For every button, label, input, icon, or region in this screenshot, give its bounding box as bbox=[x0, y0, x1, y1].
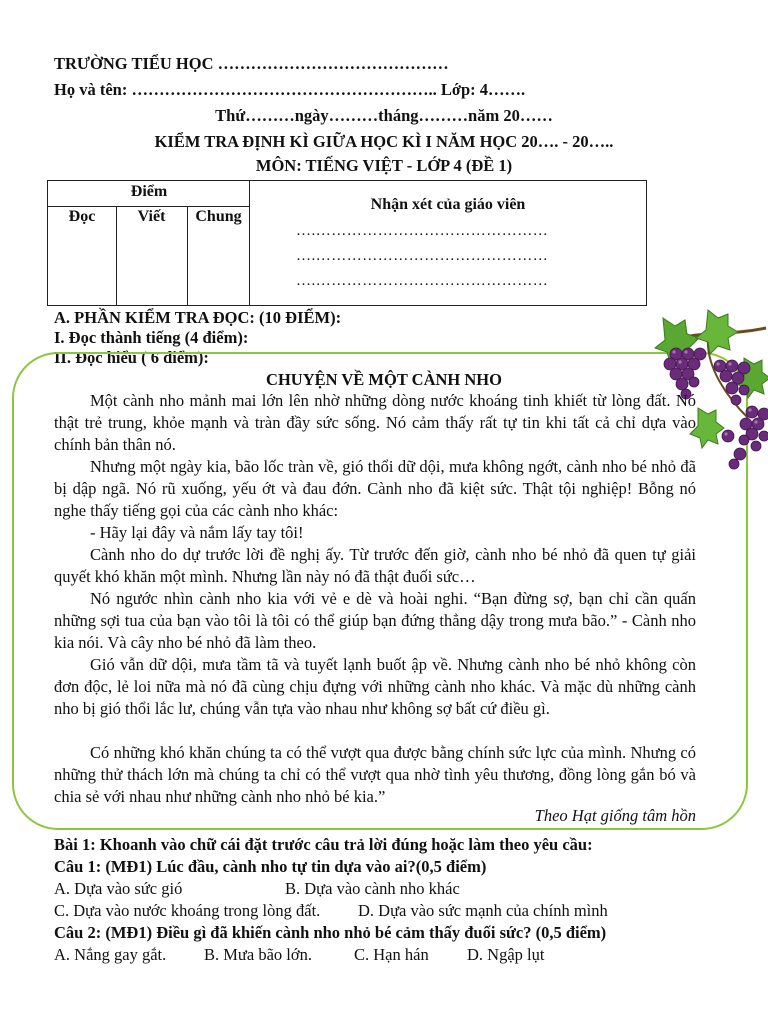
column-read: Đọc bbox=[68, 208, 96, 225]
story-paragraph: Gió vẫn dữ dội, mưa tầm tã và tuyết lạnh buốt ập về. Nhưng cành nho bé nhỏ không còn đơn độc, lẻ loi nữa mà nó đã cùng chịu đựng với những cành nho khác. Và mặc dù những cành nho bị gió thổi lắc lư, chúng vẫn tựa vào nhau như không sợ bất cứ điều gì. bbox=[54, 655, 696, 718]
exam-title: KIỂM TRA ĐỊNH KÌ GIỮA HỌC KÌ I NĂM HỌC 20…. - 20….. bbox=[154, 132, 614, 151]
column-total: Chung bbox=[195, 208, 242, 225]
story-paragraph: Cành nho do dự trước lời đề nghị ấy. Từ trước đến giờ, cành nho bé nhỏ đã quen tự giải quyết khó khăn một mình. Nhưng lần này nó đã thật đuối sức… bbox=[54, 545, 696, 586]
question-2-option-d[interactable]: D. Ngập lụt bbox=[467, 945, 545, 964]
school-name-line: TRƯỜNG TIỂU HỌC …………………………………… bbox=[54, 54, 449, 73]
column-write: Viết bbox=[137, 208, 166, 225]
comment-line: ….……………………………………… bbox=[296, 248, 549, 264]
question-1: Câu 1: (MĐ1) Lúc đầu, cành nho tự tin dựa vào ai?(0,5 điểm) bbox=[54, 857, 487, 876]
story-paragraph: Nó ngước nhìn cành nho kia với vẻ e dè và hoài nghi. “Bạn đừng sợ, bạn chỉ cần quấn những sợi tua của bạn vào tôi là tôi có thể giúp bạn đứng thẳng dậy trong mưa bão.” - Cành nho kia nói. Và cây nho bé nhỏ đã làm theo. bbox=[54, 589, 696, 652]
score-label: Điểm bbox=[130, 183, 168, 200]
question-1-option-d[interactable]: D. Dựa vào sức mạnh của chính mình bbox=[358, 901, 608, 920]
question-2-option-c[interactable]: C. Hạn hán bbox=[354, 945, 429, 964]
story-title: CHUYỆN VỀ MỘT CÀNH NHO bbox=[266, 370, 502, 389]
score-header-divider bbox=[48, 206, 250, 207]
question-1-option-c[interactable]: C. Dựa vào nước khoáng trong lòng đất. bbox=[54, 901, 321, 920]
subject-title: MÔN: TIẾNG VIỆT - LỚP 4 (ĐỀ 1) bbox=[255, 156, 513, 175]
question-1-option-a[interactable]: A. Dựa vào sức gió bbox=[54, 879, 183, 898]
question-2-option-a[interactable]: A. Nắng gay gắt. bbox=[54, 945, 167, 964]
score-table bbox=[47, 180, 647, 306]
section-reading-aloud: I. Đọc thành tiếng (4 điểm): bbox=[54, 328, 249, 347]
student-name-line: Họ và tên: ……………………………………………….. Lớp: 4……. bbox=[54, 80, 526, 99]
question-1-option-b[interactable]: B. Dựa vào cành nho khác bbox=[285, 879, 460, 898]
section-reading-comprehension: II. Đọc hiểu ( 6 điểm): bbox=[54, 348, 209, 367]
exercise-1-instruction: Bài 1: Khoanh vào chữ cái đặt trước câu trả lời đúng hoặc làm theo yêu cầu: bbox=[54, 835, 593, 854]
story-paragraph: Có những khó khăn chúng ta có thể vượt qua được bằng chính sức lực của mình. Nhưng có những thử thách lớn mà chúng ta chỉ có thể vượt qua nhờ tình yêu thương, đồng lòng gắn bó và chia sẻ với nhau như những cành nho nhỏ bé kia.” bbox=[54, 743, 696, 806]
section-a-title: A. PHẦN KIỂM TRA ĐỌC: (10 ĐIỂM): bbox=[54, 308, 342, 327]
question-2-option-b[interactable]: B. Mưa bão lớn. bbox=[204, 945, 312, 964]
date-line: Thứ………ngày………tháng………năm 20…… bbox=[215, 106, 553, 125]
story-paragraph: Nhưng một ngày kia, bão lốc tràn về, gió thổi dữ dội, mưa không ngớt, cành nho bé nhỏ đã bị dập ngã. Nó rũ xuống, yếu ớt và đau đớn. Cành nho đã kiệt sức. Thật tội nghiệp! Bỗng nó nghe thấy tiếng gọi của các cành nho khác: bbox=[54, 457, 696, 520]
comment-line: ….……………………………………… bbox=[296, 223, 549, 239]
story-paragraph: - Hãy lại đây và nắm lấy tay tôi! bbox=[90, 523, 304, 542]
question-2: Câu 2: (MĐ1) Điều gì đã khiến cành nho nhỏ bé cảm thấy đuối sức? (0,5 điểm) bbox=[54, 923, 607, 942]
story-paragraph: Một cành nho mảnh mai lớn lên nhờ những dòng nước khoáng tinh khiết từ lòng đất. Nó thật trẻ trung, khỏe mạnh và tràn đầy sức sống. Nó cảm thấy rất tự tin khi tất cả chỉ dựa vào chính bản thân nó. bbox=[54, 391, 696, 454]
teacher-comment-label: Nhận xét của giáo viên bbox=[370, 196, 526, 213]
story-source: Theo Hạt giống tâm hồn bbox=[534, 806, 696, 825]
comment-line: ….……………………………………… bbox=[296, 273, 549, 289]
